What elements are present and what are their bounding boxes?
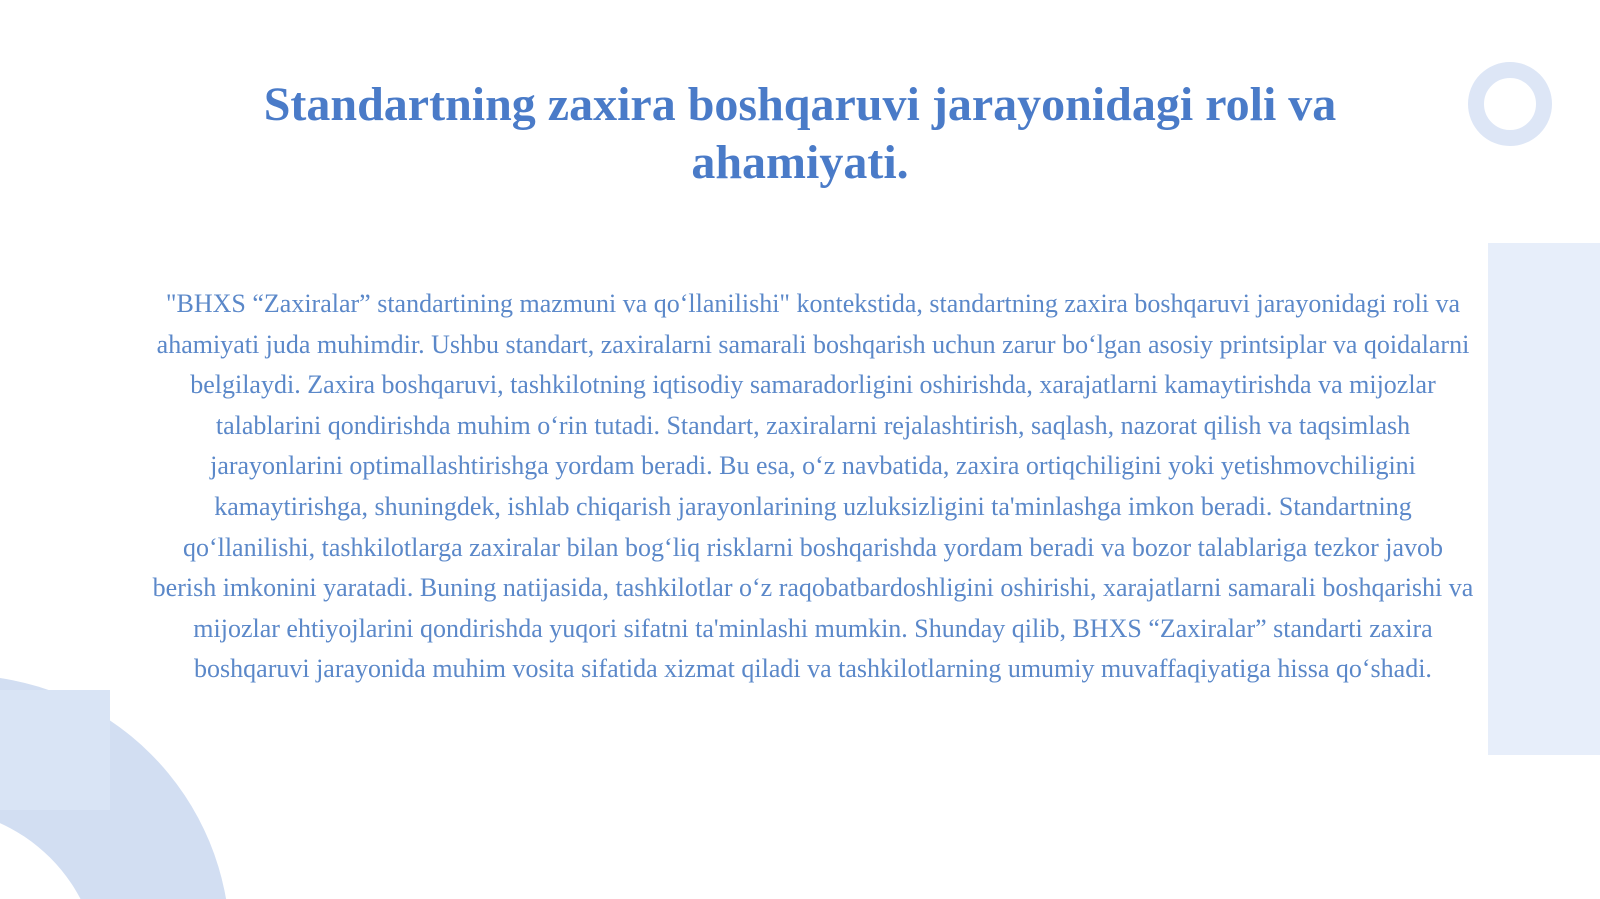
decorative-bottom-left-square [0, 690, 110, 810]
slide-title: Standartning zaxira boshqaruvi jarayonidagi roli va ahamiyati. [263, 78, 1337, 189]
decorative-ring [1468, 62, 1552, 146]
slide-body-text: "BHXS “Zaxiralar” standartining mazmuni va qo‘llanilishi" kontekstida, standartning zaxira boshqaruvi jarayonidagi roli va ahamiyati juda muhimdir. Ushbu standart, zaxiralarni samarali boshqarish uchun zarur bo‘lgan asosiy printsiplar va qoidalarni belgilaydi. Zaxira boshqaruvi, tashkilotning iqtisodiy samaradorligini oshirishda, xarajatlarni kamaytirishda va mijozlar talablarini qondirishda muhim o‘rin tutadi. Standart, zaxiralarni rejalashtirish, saqlash, nazorat qilish va taqsimlash jarayonlarini optimallashtirishga yordam beradi. Bu esa, o‘z navbatida, zaxira ortiqchiligini yoki yetishmovchiligini kamaytirishga, shuningdek, ishlab chiqarish jarayonlarining uzluksizligini ta'minlashga imkon beradi. Standartning qo‘llanilishi, tashkilotlarga zaxiralar bilan bog‘liq risklarni boshqarishda yordam beradi va bozor talablariga tezkor javob berish imkonini yaratadi. Buning natijasida, tashkilotlar o‘z raqobatbardoshligini oshirishi, xarajatlarni samarali boshqarishi va mijozlar ehtiyojlarini qondirishda yuqori sifatni ta'minlashi mumkin. Shunday qilib, BHXS “Zaxiralar” standarti zaxira boshqaruvi jarayonida muhim vosita sifatida xizmat qiladi va tashkilotlarning umumiy muvaffaqiyatiga hissa qo‘shadi. [152, 289, 1474, 684]
decorative-right-panel [1488, 243, 1600, 755]
